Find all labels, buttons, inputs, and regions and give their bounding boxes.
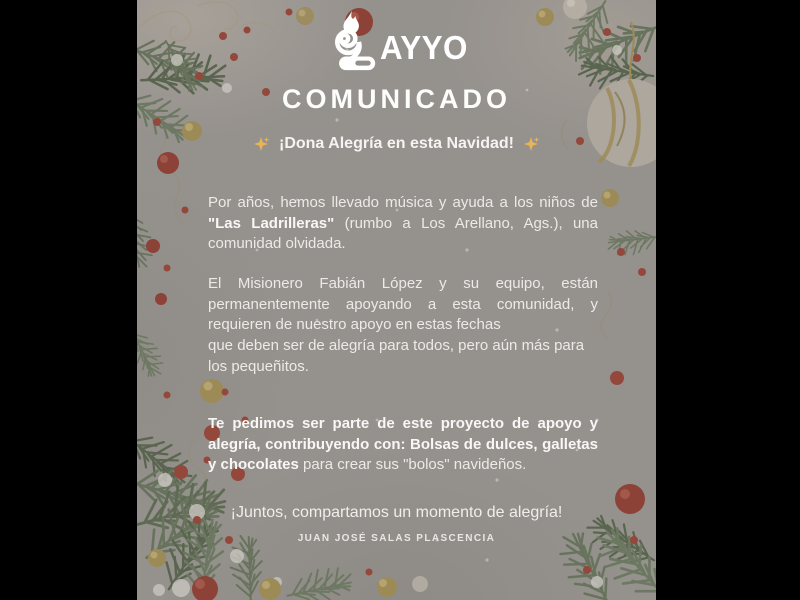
paragraph-2-line3: los pequeñitos. [208,357,309,375]
brand-logo [137,8,656,78]
headline-text: ¡Dona Alegría en esta Navidad! [278,135,515,152]
flame-spiral-icon [321,8,377,78]
signature: JUAN JOSÉ SALAS PLASCENCIA [297,533,496,544]
paragraph-3-bold: Te pedimos ser parte de este proyecto de apoyo y alegría, contribuyendo con: Bolsas de dulces, galletas y chocolates [208,415,598,474]
paragraph-1 [208,193,598,255]
paragraph-1-bold: "Las Ladrilleras" [208,214,335,232]
closing-line: ¡Juntos, compartamos un momento de alegría! [230,504,563,521]
christmas-photo-background [137,0,656,600]
paragraph-2 [208,274,598,378]
page-title: COMUNICADO [282,84,511,114]
brand-name: AYYO [379,29,468,66]
paragraph-3-tail: para crear sus "bolos" navideños. [298,456,527,474]
paragraph-2-line2: que deben ser de alegría para todos, pero aún más para [208,337,585,355]
sparkle-icon [253,136,270,153]
paragraph-2-line1: El Misionero Fabián López y su equipo, están permanentemente apoyando a esta comunidad, y requieren de nuestro apoyo en estas fechas [208,275,598,334]
paragraph-1-lead: Por años, hemos llevado música y ayuda a los niños de [208,194,598,211]
communique-content [137,0,656,600]
paragraph-3 [208,414,598,476]
paragraph-1-tail: (rumbo a Los Arellano, Ags.), una comunidad olvidada. [208,214,598,253]
headline [137,135,656,153]
sparkle-icon [523,136,540,153]
